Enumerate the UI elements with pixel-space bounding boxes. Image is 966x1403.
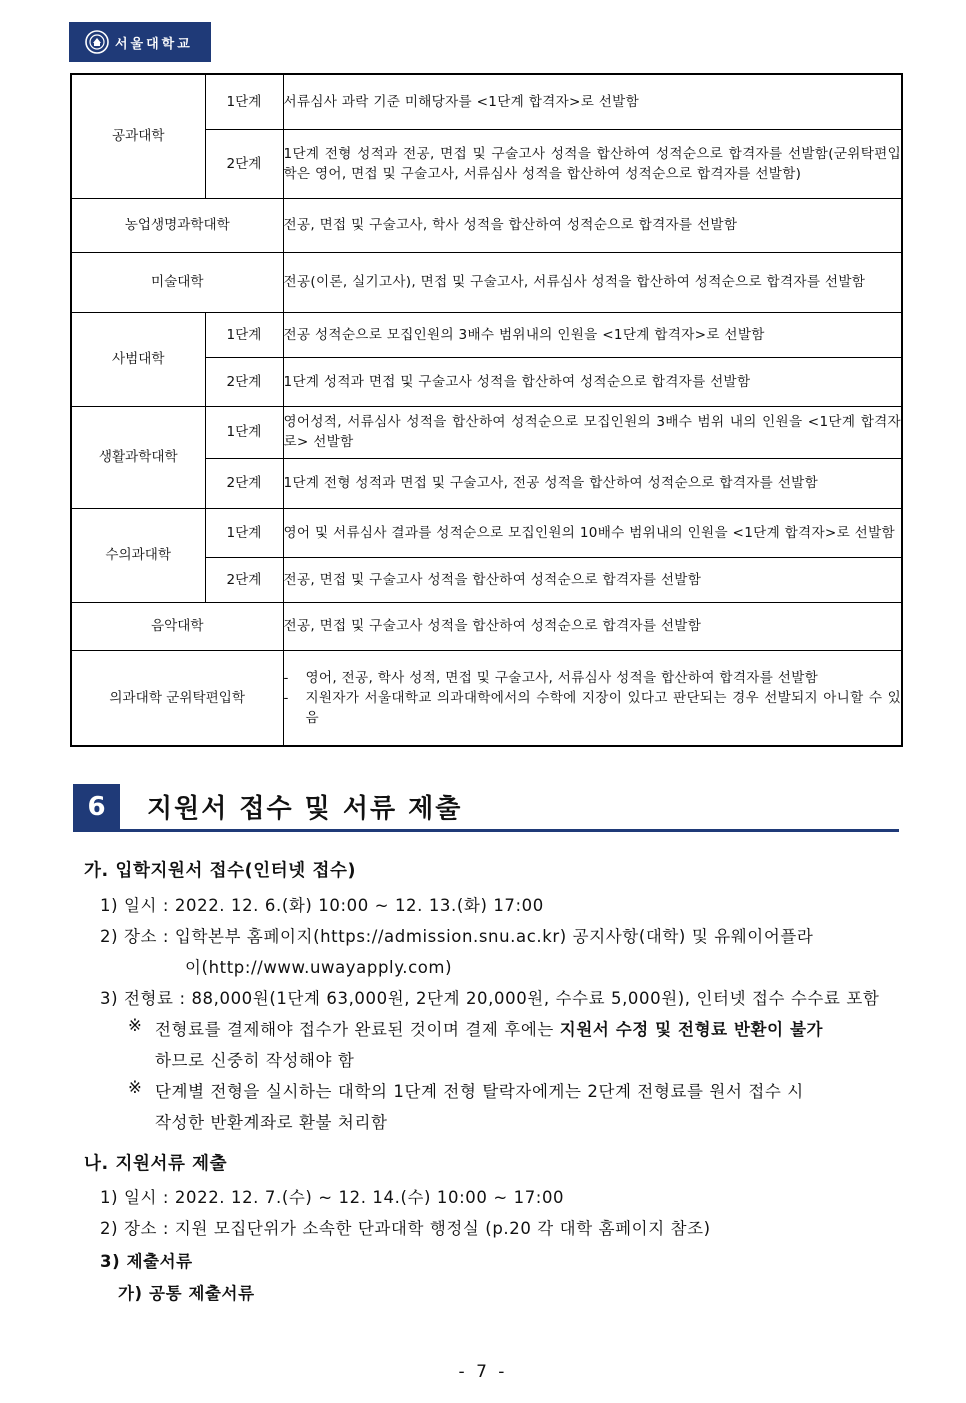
stage-cell: 2단계 <box>205 557 283 602</box>
description-cell: 영어성적, 서류심사 성적을 합산하여 성적순으로 모집인원의 3배수 범위 내의 인원을 <1단계 합격자로> 선발함 <box>283 406 902 458</box>
fee-note-1-cont: 하므로 신중히 작성해야 함 <box>155 1051 355 1070</box>
fee-note-2-cont: 작성한 반환계좌로 환불 처리함 <box>155 1113 388 1132</box>
fee-note-1-emphasis: 지원서 수정 및 전형료 반환이 불가 <box>559 1020 824 1039</box>
submission-date: 1) 일시 : 2022. 12. 7.(수) ~ 12. 14.(수) 10:00 ~ 17:00 <box>100 1188 565 1207</box>
required-documents-heading: 3) 제출서류 <box>100 1252 193 1271</box>
college-cell: 농업생명과학대학 <box>71 198 283 252</box>
stage-cell: 2단계 <box>205 357 283 406</box>
note-marker: ※ <box>128 1078 143 1097</box>
section-title: 지원서 접수 및 서류 제출 <box>147 794 463 824</box>
college-cell: 수의과대학 <box>71 508 205 602</box>
college-cell: 의과대학 군위탁편입학 <box>71 650 283 746</box>
logo-text: 서울대학교 <box>115 36 193 52</box>
stage-cell: 1단계 <box>205 312 283 357</box>
description-cell: 1단계 성적과 면접 및 구술고사 성적을 합산하여 성적순으로 합격자를 선발함 <box>283 357 902 406</box>
table-row <box>71 602 902 650</box>
stage-cell: 1단계 <box>205 406 283 458</box>
stage-cell: 1단계 <box>205 508 283 557</box>
description-cell: 전공, 면접 및 구술고사 성적을 합산하여 성적순으로 합격자를 선발함 <box>283 602 902 650</box>
list-item-text: 영어, 전공, 학사 성적, 면접 및 구술고사, 서류심사 성적을 합산하여 합격자를 선발함 <box>305 669 819 686</box>
description-cell: 전공 성적순으로 모집인원의 3배수 범위내의 인원을 <1단계 합격자>로 선발함 <box>283 312 902 357</box>
list-item <box>284 688 902 728</box>
section-underline <box>73 829 899 832</box>
college-cell: 음악대학 <box>71 602 283 650</box>
college-cell: 생활과학대학 <box>71 406 205 508</box>
application-date: 1) 일시 : 2022. 12. 6.(화) 10:00 ~ 12. 13.(화) 17:00 <box>100 896 544 915</box>
section-number: 6 <box>73 784 120 830</box>
college-cell: 공과대학 <box>71 74 205 198</box>
subsection-heading-a: 가. 입학지원서 접수(인터넷 접수) <box>84 861 357 881</box>
table-row <box>71 252 902 312</box>
dash-marker: - <box>283 689 289 706</box>
list-item-text: 지원자가 서울대학교 의과대학에서의 수학에 지장이 있다고 판단되는 경우 선발되지 아니할 수 있음 <box>305 689 901 726</box>
description-cell: 전공(이론, 실기고사), 면접 및 구술고사, 서류심사 성적을 합산하여 성적순으로 합격자를 선발함 <box>283 252 902 312</box>
description-cell: 영어 및 서류심사 결과를 성적순으로 모집인원의 10배수 범위내의 인원을 <1단계 합격자>로 선발함 <box>283 508 902 557</box>
stage-cell: 2단계 <box>205 129 283 198</box>
description-cell <box>283 650 902 746</box>
note-marker: ※ <box>128 1016 143 1035</box>
application-place-cont: 이(http://www.uwayapply.com) <box>185 958 453 977</box>
university-emblem-icon <box>85 30 109 54</box>
stage-cell: 1단계 <box>205 74 283 129</box>
stage-cell: 2단계 <box>205 458 283 508</box>
description-cell: 1단계 전형 성적과 면접 및 구술고사, 전공 성적을 합산하여 성적순으로 합격자를 선발함 <box>283 458 902 508</box>
application-fee: 3) 전형료 : 88,000원(1단계 63,000원, 2단계 20,000원, 수수료 5,000원), 인터넷 접수 수수료 포함 <box>100 989 880 1008</box>
table-row <box>71 508 902 557</box>
common-documents-heading: 가) 공통 제출서류 <box>118 1284 255 1303</box>
selection-method-table <box>70 73 903 747</box>
table-row <box>71 198 902 252</box>
university-logo <box>69 22 211 62</box>
fee-note-2: 단계별 전형을 실시하는 대학의 1단계 전형 탈락자에게는 2단계 전형료를 원서 접수 시 <box>155 1082 804 1101</box>
page-number: - 7 - <box>458 1362 508 1382</box>
table-row <box>71 650 902 746</box>
list-item <box>284 668 902 688</box>
section-heading <box>73 784 899 832</box>
dash-marker: - <box>283 669 289 686</box>
description-cell: 서류심사 과락 기준 미해당자를 <1단계 합격자>로 선발함 <box>283 74 902 129</box>
description-cell: 전공, 면접 및 구술고사, 학사 성적을 합산하여 성적순으로 합격자를 선발함 <box>283 198 902 252</box>
description-cell: 전공, 면접 및 구술고사 성적을 합산하여 성적순으로 합격자를 선발함 <box>283 557 902 602</box>
table-row <box>71 312 902 357</box>
submission-place: 2) 장소 : 지원 모집단위가 소속한 단과대학 행정실 (p.20 각 대학 홈페이지 참조) <box>100 1219 711 1238</box>
fee-note-1 <box>155 1016 823 1040</box>
college-cell: 미술대학 <box>71 252 283 312</box>
subsection-heading-b: 나. 지원서류 제출 <box>84 1154 228 1174</box>
application-place: 2) 장소 : 입학본부 홈페이지(https://admission.snu.ac.kr) 공지사항(대학) 및 유웨이어플라 <box>100 927 814 946</box>
fee-note-1-text: 전형료를 결제해야 접수가 완료된 것이며 결제 후에는 <box>155 1020 560 1039</box>
table-row <box>71 74 902 129</box>
college-cell: 사범대학 <box>71 312 205 406</box>
table-row <box>71 406 902 458</box>
description-cell: 1단계 전형 성적과 전공, 면접 및 구술고사 성적을 합산하여 성적순으로 합격자를 선발함(군위탁편입학은 영어, 면접 및 구술고사, 서류심사 성적을 합산하여 성적순으로 합격자를 선발함) <box>283 129 902 198</box>
